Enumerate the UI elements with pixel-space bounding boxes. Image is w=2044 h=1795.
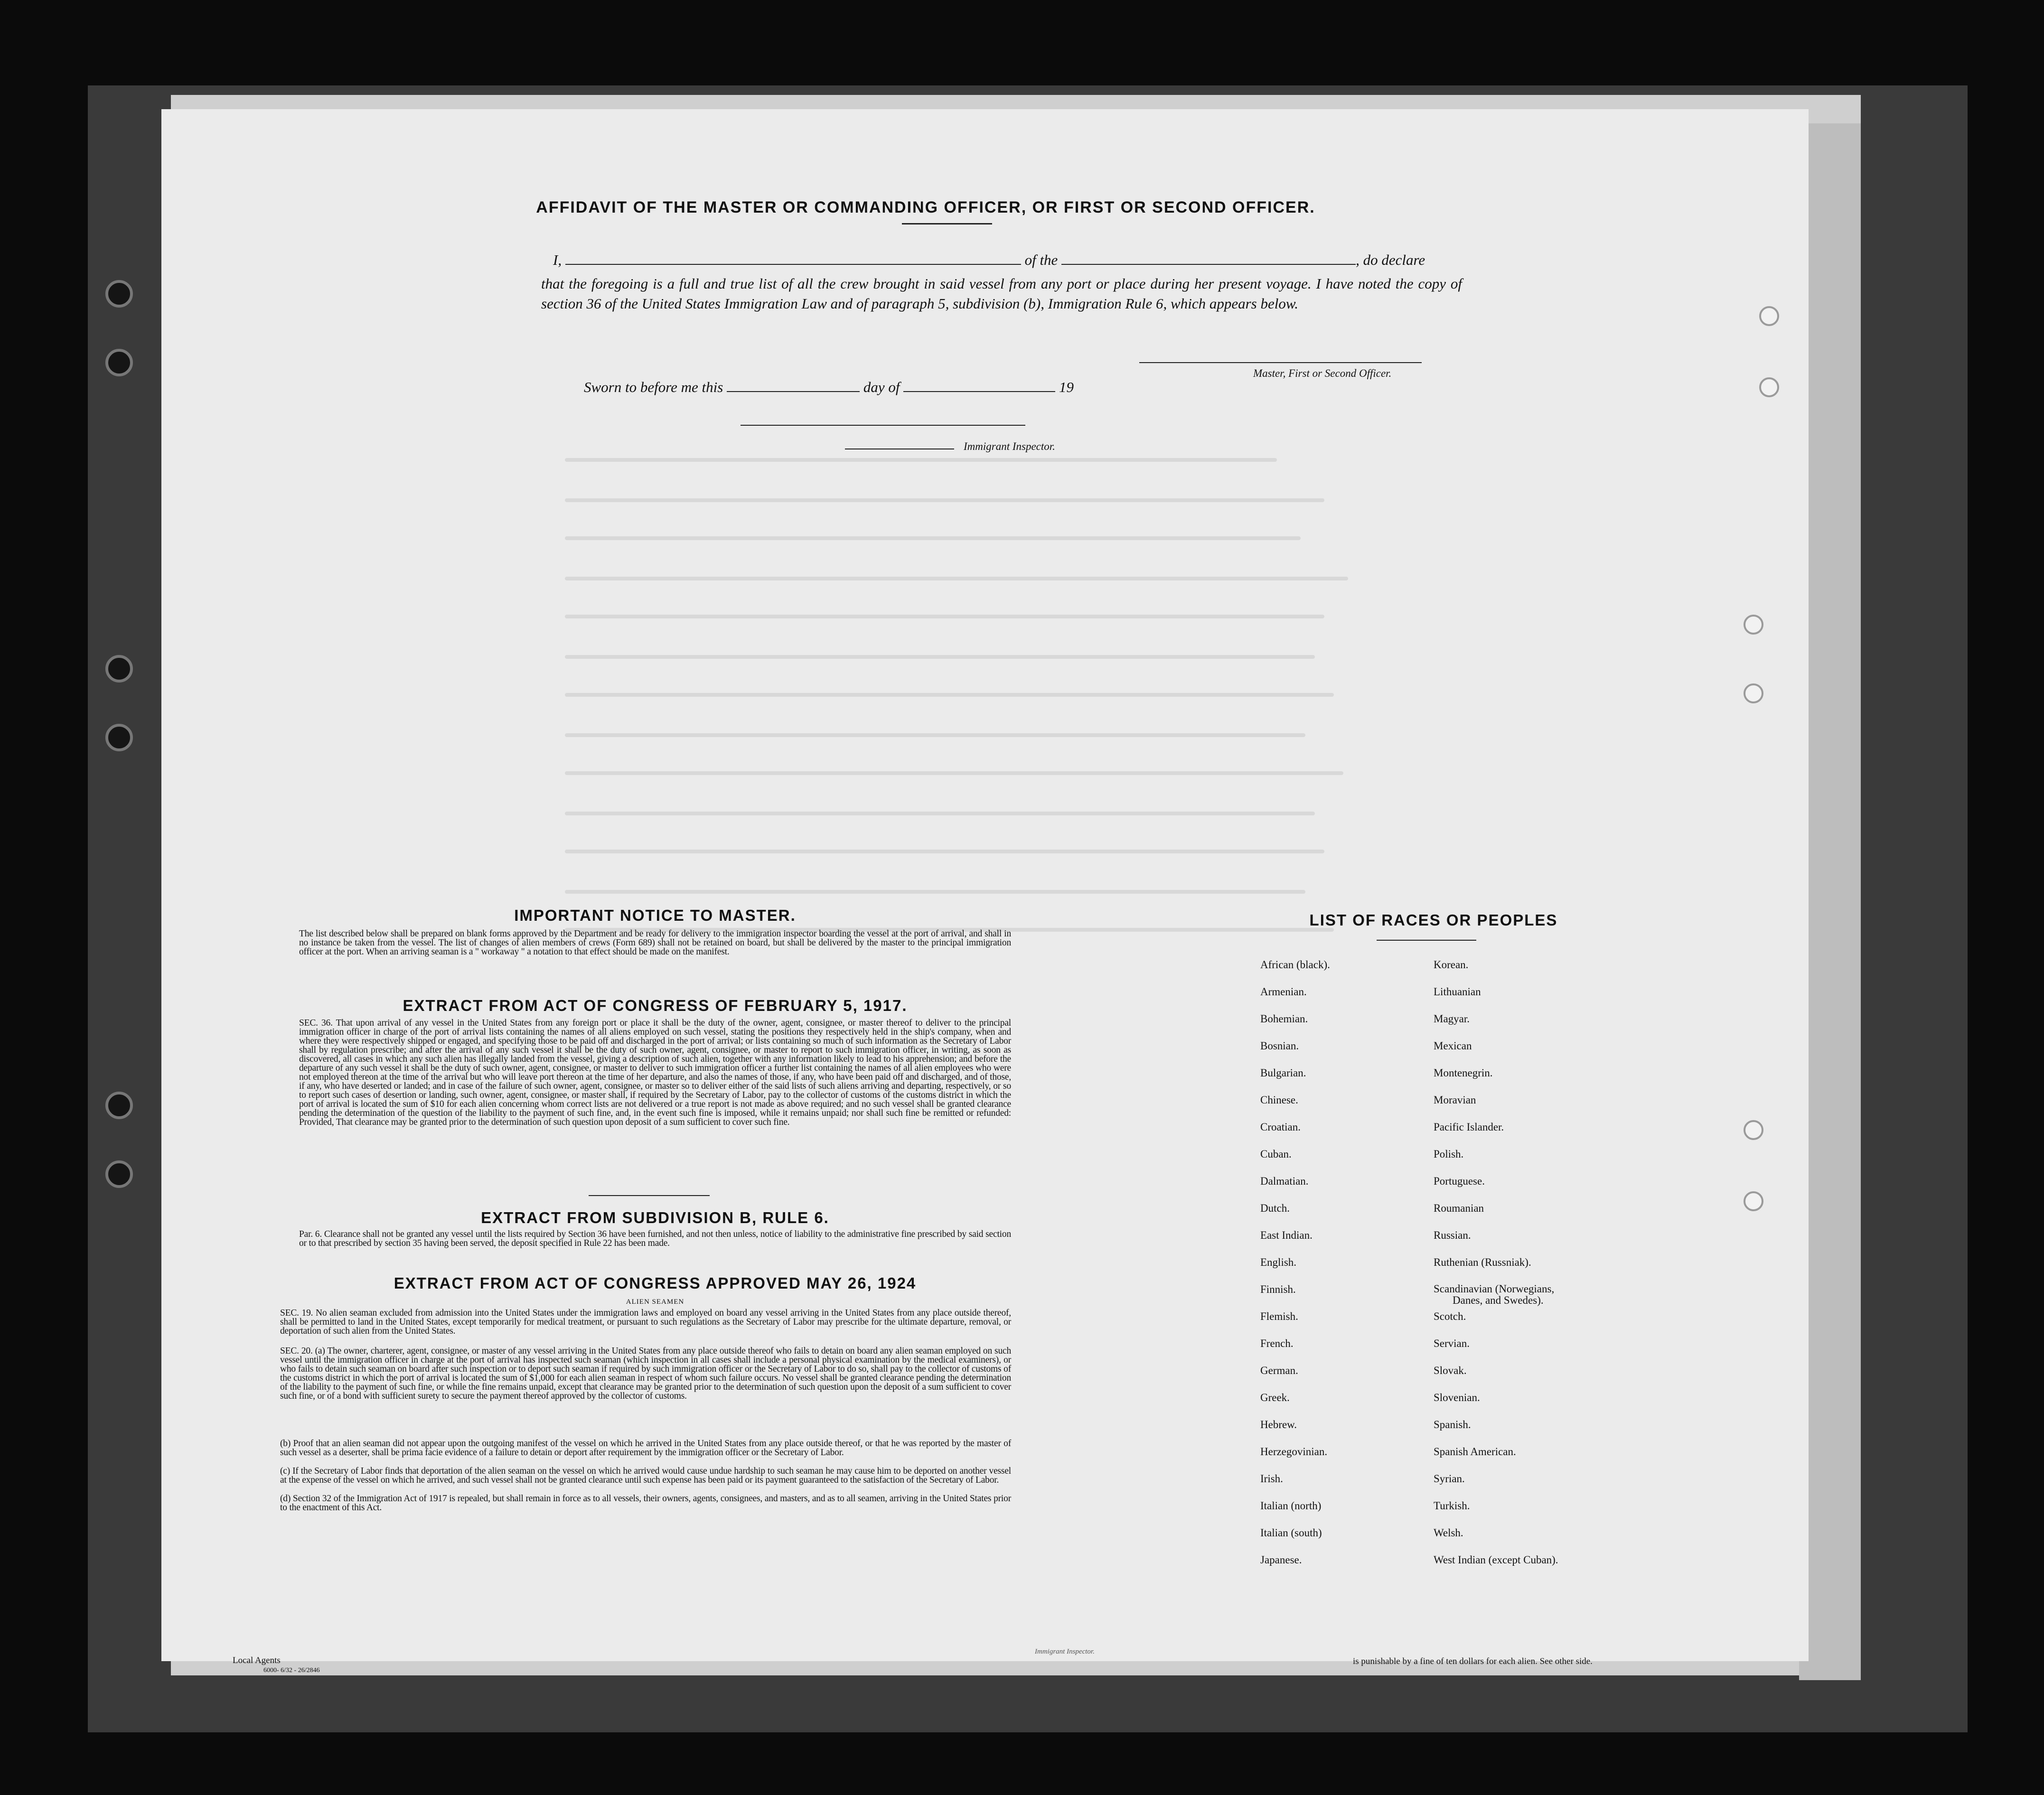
race-item: Chinese. [1260, 1094, 1298, 1106]
extract-1924-sec19: SEC. 19. No alien seaman excluded from admission into the United States under the immigration laws and employed on board any vessel arriving in the United States from any place outside thereof, shall be permitted to land in the United States, except temporarily for medical treatment, or pursuant to such regulations as the Secretary of Labor may prescribe for the ultimate departure, removal, or deportation of such alien from the United States. [280, 1308, 1011, 1336]
bleed-through-row [565, 498, 1324, 502]
day-of-label: day of [863, 379, 900, 395]
affidavit-title: AFFIDAVIT OF THE MASTER OR COMMANDING OFFICER, OR FIRST OR SECOND OFFICER. [536, 198, 1315, 216]
race-item: Slovak. [1434, 1365, 1467, 1376]
form-page [161, 109, 1809, 1661]
race-item: Herzegovinian. [1260, 1446, 1328, 1458]
sworn-label: Sworn to before me this [584, 379, 723, 395]
i-label: I, [553, 252, 562, 268]
punch-hole [1744, 1191, 1763, 1211]
extract-1924-subtitle: ALIEN SEAMEN [626, 1298, 684, 1306]
punch-hole [105, 280, 133, 308]
races-left-column [1260, 959, 1330, 1581]
notice-body: The list described below shall be prepared on blank forms approved by the Department and be ready for delivery to the immigration inspector boarding the vessel at the port of arrival, and shall in no instance be taken from the vessel. The list of changes of alien members of crews (Form 689) shall not be retained on board, but shall be delivered by the master to the principal immigration officer at the port. When an arriving seaman is a " workaway " a notation to that effect should be made on the manifest. [299, 929, 1011, 957]
bleed-through-row [565, 890, 1305, 894]
bleed-through-row [565, 812, 1315, 815]
race-item: Bohemian. [1260, 1013, 1308, 1025]
extract-1917-body: SEC. 36. That upon arrival of any vessel in the United States from any foreign port or place it shall be the duty of the owner, agent, consignee, or master thereof to deliver to the principal immigration officer in charge of the port of arrival lists containing the names of all aliens employed on such vessel, stating the positions they respectively held in the ship's company, when and where they were respectively shipped or engaged, and specifying those to be paid off and discharged in the port of arrival; or lists containing so much of such information as the Secretary of Labor shall by regulation prescribe; and after the arrival of any such vessel it shall be the duty of such owner, agent, consignee, or master to report to such immigration officer, in writing, as soon as discovered, all cases in which any such alien has illegally landed from the vessel, giving a description of such alien, together with any information likely to lead to his apprehension; and before the departure of any such vessel it shall be the duty of such owner, agent, consignee, or master to deliver to such immigration officer a further list containing the names of all alien employees who were not employed thereon at the time of the arrival but who will leave port thereon at the time of her departure, and also the names of those, if any, who have been paid off and discharged, and of those, if any, who have deserted or landed; and in case of the failure of such owner, agent, consignee, or master so to deliver either of the said lists of such aliens arriving and departing, respectively, or so to report such cases of desertion or landing, such owner, agent, consignee, or master shall, if required by the Secretary of Labor, pay to the collector of customs of the customs district in which the port of arrival is located the sum of $10 for each alien concerning whom correct lists are not delivered or a true report is not made as above required; and no such vessel shall be granted clearance pending the determination of the question of the liability to the payment of such fine, and, in the event such fine is imposed, while it remains unpaid; nor shall such fine be remitted or refunded: Provided, That clearance may be granted prior to the determination of such question upon deposit of a sum sufficient to cover such fine. [299, 1018, 1011, 1127]
race-item: Hebrew. [1260, 1419, 1297, 1430]
race-item: Russian. [1434, 1229, 1471, 1241]
race-item: Moravian [1434, 1094, 1476, 1106]
punch-hole [1759, 377, 1779, 397]
sworn-line [584, 379, 1074, 396]
race-item: Italian (north) [1260, 1500, 1322, 1512]
race-item-line2: Danes, and Swedes). [1453, 1294, 1544, 1306]
race-item: Ruthenian (Russniak). [1434, 1256, 1531, 1268]
race-item: Pacific Islander. [1434, 1121, 1504, 1133]
race-item: West Indian (except Cuban). [1434, 1554, 1558, 1566]
extract-rule6-body: Par. 6. Clearance shall not be granted any vessel until the lists required by Section 36 have been furnished, and not then unless, notice of liability to the administrative fine prescribed by said section or to that prescribed by section 35 having been served, the deposit specified in Rule 22 has been made. [299, 1229, 1011, 1248]
race-item: Bosnian. [1260, 1040, 1299, 1052]
punch-hole [1744, 683, 1763, 703]
form-code: 6000- 6/32 - 26/2846 [263, 1667, 320, 1674]
fine-note: is punishable by a fine of ten dollars for each alien. See other side. [1353, 1656, 1593, 1666]
name-blank[interactable] [565, 252, 1021, 265]
punch-hole [105, 1160, 133, 1188]
title-rule [1377, 940, 1476, 941]
title-rule [902, 223, 992, 224]
race-item: French. [1260, 1337, 1294, 1349]
race-item: Armenian. [1260, 986, 1307, 998]
separator-rule [741, 425, 1025, 426]
race-item: Dutch. [1260, 1202, 1290, 1214]
race-item [1434, 1283, 1558, 1310]
of-the-label: of the [1024, 252, 1058, 268]
race-item: Bulgarian. [1260, 1067, 1306, 1079]
race-item: Slovenian. [1434, 1392, 1480, 1403]
inspector-label: Immigrant Inspector. [964, 440, 1055, 452]
punch-hole [105, 1092, 133, 1119]
master-signature-label: Master, First or Second Officer. [1253, 367, 1392, 379]
punch-hole [105, 655, 133, 682]
bleed-through-row [565, 458, 1277, 462]
race-item: Montenegrin. [1434, 1067, 1493, 1079]
race-item: African (black). [1260, 959, 1330, 971]
race-item: Syrian. [1434, 1473, 1465, 1485]
declaration-text: that the foregoing is a full and true list of all the crew brought in said vessel from any port or place during her present voyage. I have noted the copy of section 36 of the United States Immigration Law and of paragraph 5, subdivision (b), Immigration Rule 6, which appears below. [541, 275, 1462, 312]
race-item: German. [1260, 1365, 1298, 1376]
sworn-day-blank[interactable] [727, 379, 860, 392]
races-right-column [1434, 959, 1558, 1581]
race-item-line1: Scandinavian (Norwegians, [1434, 1283, 1555, 1295]
extract-1924-sec20a: SEC. 20. (a) The owner, charterer, agent, consignee, or master of any vessel arriving in the United States from any place outside thereof who fails to detain on board any alien seaman employed on such vessel until the immigration officer in charge at the port of arrival has inspected such seaman (which inspection in all cases shall include a personal physical examination by the medical examiners), or who fails to detain such seaman on board after such inspection or to deport such seaman if required by such immigration officer or the Secretary of Labor to do so, shall pay to the collector of customs of the customs district in which the port of arrival is located the sum of $1,000 for each alien seaman in respect of whom such failure occurs. No vessel shall be granted clearance pending the determination of the liability to the payment of such fine, or while the fine remains unpaid, except that clearance may be granted prior to the determination of such question upon the deposit of a sum sufficient to cover such fine, or of a bond with sufficient surety to secure the payment thereof approved by the collector of customs. [280, 1346, 1011, 1401]
extract-1924-sec20b: (b) Proof that an alien seaman did not appear upon the outgoing manifest of the vessel on which he arrived in the United States from any place outside thereof, or that he was reported by the master of such vessel as a deserter, shall be prima facie evidence of a failure to detain or deport after requirement by the immigration officer or the Secretary of Labor. [280, 1439, 1011, 1458]
bleed-through-row [565, 733, 1305, 737]
inspector-partial-label: Immigrant Inspector. [1035, 1648, 1095, 1655]
race-item: Greek. [1260, 1392, 1290, 1403]
race-item: Roumanian [1434, 1202, 1484, 1214]
race-item: Scotch. [1434, 1310, 1466, 1322]
race-item: Welsh. [1434, 1527, 1463, 1539]
races-title: LIST OF RACES OR PEOPLES [1309, 911, 1558, 929]
race-item: Mexican [1434, 1040, 1472, 1052]
bleed-through-row [565, 850, 1324, 853]
extract-1924-sec20d: (d) Section 32 of the Immigration Act of 1917 is repealed, but shall remain in force as to all vessels, their owners, agents, consignees, and masters, and as to all seamen, arriving in the United States prior to the enactment of this Act. [280, 1494, 1011, 1513]
race-item: East Indian. [1260, 1229, 1313, 1241]
race-item: Italian (south) [1260, 1527, 1322, 1539]
bleed-through-row [565, 771, 1343, 775]
bleed-through-row [565, 615, 1324, 618]
race-item: Croatian. [1260, 1121, 1301, 1133]
punch-hole [105, 724, 133, 751]
declaration-line [553, 252, 1425, 269]
race-item: Lithuanian [1434, 986, 1481, 998]
race-item: Dalmatian. [1260, 1175, 1309, 1187]
race-item: Flemish. [1260, 1310, 1298, 1322]
race-item: Japanese. [1260, 1554, 1302, 1566]
extract-1917-title: EXTRACT FROM ACT OF CONGRESS OF FEBRUARY 5, 1917. [403, 997, 908, 1014]
extract-rule6-title: EXTRACT FROM SUBDIVISION B, RULE 6. [481, 1209, 829, 1226]
sworn-month-blank[interactable] [903, 379, 1055, 392]
punch-hole [105, 349, 133, 376]
race-item: Korean. [1434, 959, 1469, 971]
race-item: English. [1260, 1256, 1297, 1268]
race-item: Servian. [1434, 1337, 1470, 1349]
race-item: Finnish. [1260, 1283, 1296, 1295]
vessel-blank[interactable] [1061, 252, 1356, 265]
race-item: Cuban. [1260, 1148, 1292, 1160]
race-item: Magyar. [1434, 1013, 1470, 1025]
bleed-through-row [565, 655, 1315, 659]
race-item: Portuguese. [1434, 1175, 1485, 1187]
punch-hole [1744, 1120, 1763, 1140]
master-signature-line[interactable] [1139, 362, 1422, 363]
punch-hole [1744, 615, 1763, 635]
race-item: Spanish. [1434, 1419, 1471, 1430]
separator-rule [589, 1195, 710, 1196]
bleed-through-row [565, 536, 1301, 540]
year-prefix: 19 [1059, 379, 1074, 395]
do-declare-label: , do declare [1356, 252, 1425, 268]
local-agents-label: Local Agents [233, 1655, 281, 1665]
bleed-through-row [565, 693, 1334, 697]
extract-1924-sec20c: (c) If the Secretary of Labor finds that deportation of the alien seaman on the vessel on which he arrived would cause undue hardship to such seaman he may cause him to be deported on another vessel at the expense of the vessel on which he arrived, and such vessel shall not be granted clearance until such expense has been paid or its payment guaranteed to the satisfaction of the Secretary of Labor. [280, 1466, 1011, 1485]
notice-title: IMPORTANT NOTICE TO MASTER. [514, 907, 796, 924]
bleed-through-row [565, 577, 1348, 580]
race-item: Irish. [1260, 1473, 1283, 1485]
extract-1924-title: EXTRACT FROM ACT OF CONGRESS APPROVED MAY 26, 1924 [394, 1274, 917, 1292]
punch-hole [1759, 306, 1779, 326]
race-item: Spanish American. [1434, 1446, 1516, 1458]
race-item: Polish. [1434, 1148, 1464, 1160]
race-item: Turkish. [1434, 1500, 1470, 1512]
